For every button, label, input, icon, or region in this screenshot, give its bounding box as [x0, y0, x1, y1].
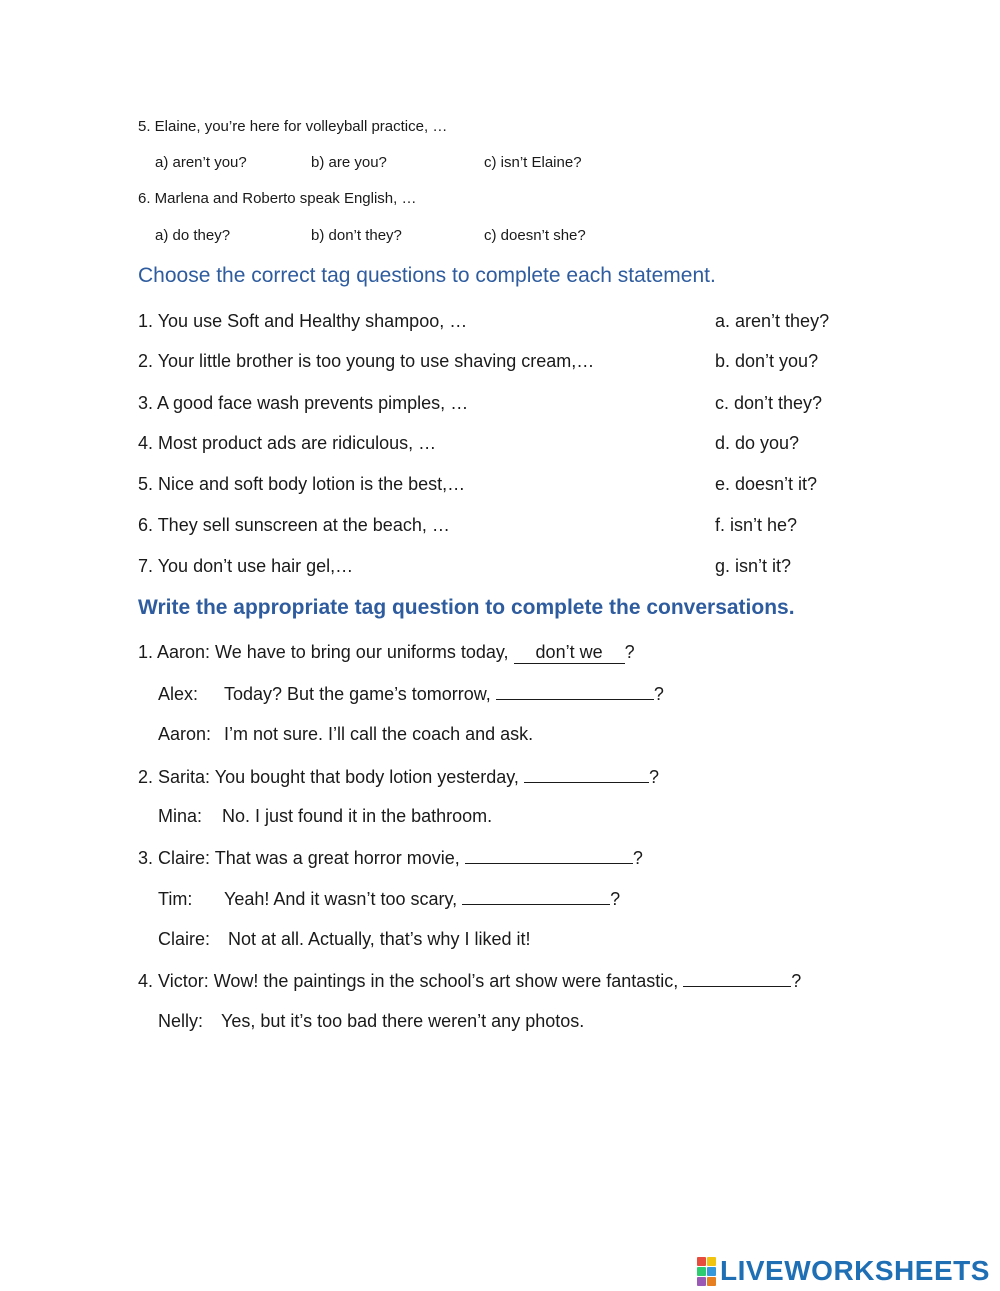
conversation-3-prompt: 3. Claire: That was a great horror movie, — [138, 848, 465, 868]
conversation-1-line-3-text: I’m not sure. I’ll call the coach and ask. — [224, 724, 534, 744]
question-mark: ? — [624, 642, 635, 662]
question-6-option-b[interactable]: b) don’t they? — [311, 227, 402, 244]
conversation-1-line-2 — [158, 683, 664, 705]
conversation-1-line-1 — [138, 642, 635, 664]
conversation-4-line-1 — [138, 970, 801, 992]
question-5-stem: 5. Elaine, you’re here for volleyball practice, … — [138, 118, 448, 135]
speaker-aaron: Aaron: — [158, 724, 212, 744]
statement-5: 5. Nice and soft body lotion is the best,… — [138, 474, 466, 494]
statement-1: 1. You use Soft and Healthy shampoo, … — [138, 311, 468, 331]
statement-4: 4. Most product ads are ridiculous, … — [138, 433, 437, 453]
statement-2: 2. Your little brother is too young to use shaving cream,… — [138, 351, 595, 371]
question-6-option-c[interactable]: c) doesn’t she? — [484, 227, 586, 244]
option-f[interactable]: f. isn’t he? — [715, 515, 798, 535]
conversation-4-line-2 — [158, 1011, 584, 1032]
option-g[interactable]: g. isn’t it? — [715, 556, 792, 576]
question-mark: ? — [610, 889, 621, 909]
conversation-4-prompt: 4. Victor: Wow! the paintings in the school’s art show were fantastic, — [138, 971, 684, 991]
option-e[interactable]: e. doesn’t it? — [715, 474, 818, 494]
speaker-claire: Claire: — [158, 929, 211, 949]
question-6-stem: 6. Marlena and Roberto speak English, … — [138, 190, 417, 207]
question-mark: ? — [791, 971, 802, 991]
question-6-option-a[interactable]: a) do they? — [155, 227, 231, 244]
question-5-option-a[interactable]: a) aren’t you? — [155, 154, 247, 171]
question-mark: ? — [632, 848, 643, 868]
conversation-1-line-3 — [158, 724, 533, 745]
logo-text: LIVEWORKSHEETS — [720, 1255, 990, 1286]
statement-7: 7. You don’t use hair gel,… — [138, 556, 354, 576]
question-mark: ? — [653, 684, 664, 704]
conversation-2-line-2 — [158, 806, 492, 827]
option-c[interactable]: c. don’t they? — [715, 393, 823, 413]
liveworksheets-logo — [697, 1255, 990, 1287]
speaker-nelly: Nelly: — [158, 1011, 204, 1031]
answer-blank-3b[interactable] — [462, 888, 610, 905]
conversation-3-line-1 — [138, 847, 643, 869]
conversation-1-line-2-text: Today? But the game’s tomorrow, — [224, 684, 496, 704]
answer-blank-2[interactable] — [524, 766, 649, 783]
question-5-option-c[interactable]: c) isn’t Elaine? — [484, 154, 582, 171]
section-3-heading: Write the appropriate tag question to complete the conversations. — [138, 596, 795, 619]
speaker-alex: Alex: — [158, 684, 199, 704]
logo-blocks-icon — [697, 1257, 716, 1286]
section-2-heading: Choose the correct tag questions to complete each statement. — [138, 264, 716, 287]
conversation-3-line-3-text: Not at all. Actually, that’s why I liked it! — [228, 929, 531, 949]
question-5-option-b[interactable]: b) are you? — [311, 154, 387, 171]
answer-blank-1b[interactable] — [496, 683, 654, 700]
option-a[interactable]: a. aren’t they? — [715, 311, 830, 331]
speaker-tim: Tim: — [158, 889, 193, 909]
answer-1-filled[interactable]: don’t we — [514, 642, 625, 664]
answer-blank-4[interactable] — [683, 970, 791, 987]
statement-6: 6. They sell sunscreen at the beach, … — [138, 515, 450, 535]
conversation-3-line-3 — [158, 929, 530, 950]
conversation-1-prompt: 1. Aaron: We have to bring our uniforms today, — [138, 642, 514, 662]
conversation-3-line-2 — [158, 888, 620, 910]
conversation-2-prompt: 2. Sarita: You bought that body lotion yesterday, — [138, 767, 524, 787]
option-b[interactable]: b. don’t you? — [715, 351, 819, 371]
conversation-4-line-2-text: Yes, but it’s too bad there weren’t any photos. — [221, 1011, 585, 1031]
speaker-mina: Mina: — [158, 806, 203, 826]
option-d[interactable]: d. do you? — [715, 433, 800, 453]
conversation-3-line-2-text: Yeah! And it wasn’t too scary, — [224, 889, 463, 909]
conversation-2-line-2-text: No. I just found it in the bathroom. — [222, 806, 493, 826]
conversation-2-line-1 — [138, 766, 659, 788]
question-mark: ? — [648, 767, 659, 787]
statement-3: 3. A good face wash prevents pimples, … — [138, 393, 469, 413]
answer-blank-3a[interactable] — [465, 847, 633, 864]
